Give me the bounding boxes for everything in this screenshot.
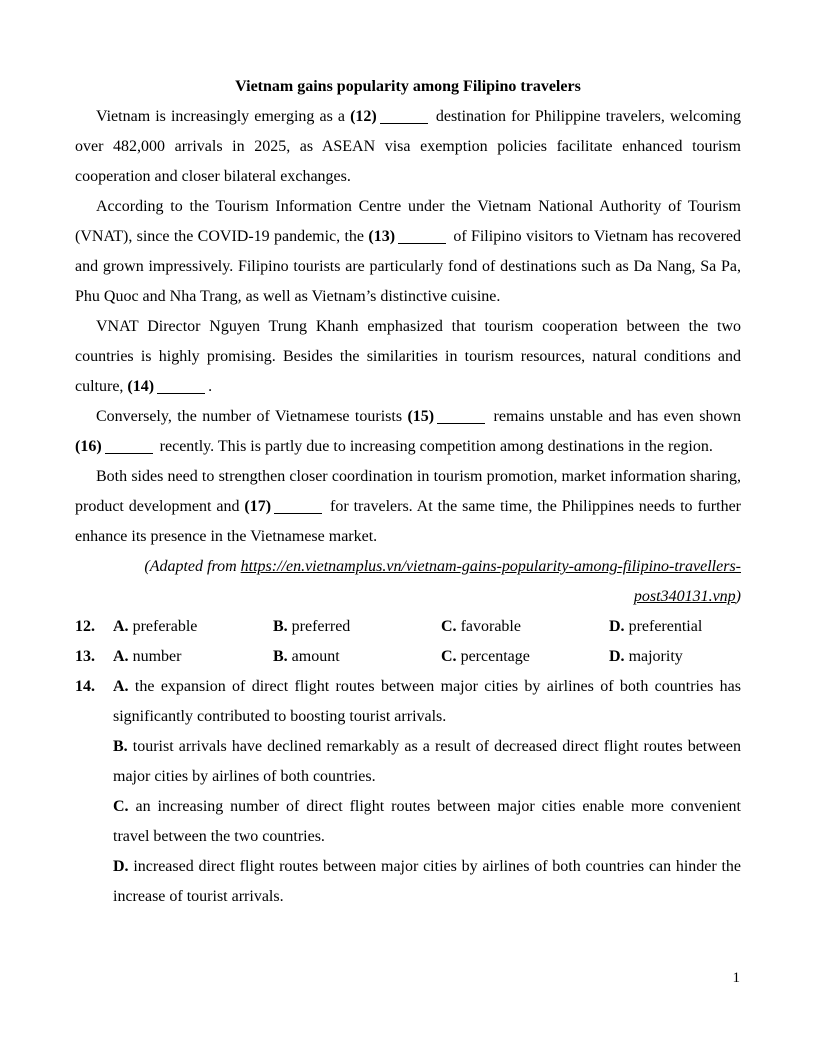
option-label: C.	[441, 648, 457, 665]
paragraph-5-text: Both sides need to strengthen closer coordination in tourism promotion, market information sharing, product development and	[75, 468, 741, 515]
option-label: D.	[609, 648, 625, 665]
option-text: an increasing number of direct flight routes between major cities enable more convenient travel between the two countries.	[113, 798, 741, 845]
question-12	[75, 612, 741, 642]
source-prefix: (Adapted from	[144, 558, 241, 575]
option-text: amount	[291, 648, 340, 665]
question-13	[75, 642, 741, 672]
question-14-option-a	[113, 672, 741, 732]
question-14-option-d	[113, 852, 741, 912]
answer-blank-13	[398, 230, 446, 244]
paragraph-3-text: .	[208, 378, 213, 395]
question-14-option-b	[113, 732, 741, 792]
source-line-2	[75, 582, 741, 612]
question-12-number: 12.	[75, 618, 95, 635]
source-line-1	[75, 552, 741, 582]
gap-number-12: (12)	[350, 108, 377, 125]
option-label: C.	[441, 618, 457, 635]
source-attribution	[75, 552, 741, 612]
source-suffix: )	[735, 588, 741, 605]
question-12-option-b	[273, 612, 441, 642]
option-label: B.	[113, 738, 128, 755]
gap-number-13: (13)	[368, 228, 396, 245]
paragraph-2	[75, 192, 741, 312]
question-12-option-d	[609, 612, 741, 642]
paragraph-2-text: According to the Tourism Information Centre under the Vietnam National Authority of Tourism (VNAT), since the COVID-19 pandemic, the	[75, 198, 741, 245]
option-label: A.	[113, 678, 129, 695]
paragraph-4	[75, 402, 741, 462]
question-13-option-d	[609, 642, 741, 672]
question-13-option-c	[441, 642, 609, 672]
option-text: tourist arrivals have declined remarkably as a result of decreased direct flight routes between major cities by airlines of both countries.	[113, 738, 742, 785]
paragraph-5-text: for travelers. At the same time, the Philippines needs to further enhance its presence in the Vietnamese market.	[75, 498, 742, 545]
option-text: number	[132, 648, 182, 665]
question-13-number: 13.	[75, 648, 95, 665]
article-title: Vietnam gains popularity among Filipino travelers	[235, 78, 581, 95]
paragraph-2-text: of Filipino visitors to Vietnam has recovered and grown impressively. Filipino tourists are particularly fond of destinations such as Da Nang, Sa Pa, Phu Quoc and Nha Trang, as well as Vietnam’s distinctive cuisine.	[75, 228, 741, 305]
gap-number-17: (17)	[244, 498, 272, 515]
question-14	[75, 672, 741, 912]
gap-number-16: (16)	[75, 438, 102, 455]
paragraph-3-text: VNAT Director Nguyen Trung Khanh emphasized that tourism cooperation between the two countries is highly promising. Besides the similarities in tourism resources, natural conditions and culture,	[75, 318, 741, 395]
option-label: D.	[113, 858, 129, 875]
gap-number-14: (14)	[127, 378, 155, 395]
option-text: preferable	[132, 618, 198, 635]
option-text: the expansion of direct flight routes between major cities by airlines of both countries has significantly contributed to boosting tourist arrivals.	[113, 678, 742, 725]
question-14-options	[113, 672, 741, 912]
option-label: A.	[113, 648, 129, 665]
option-label: B.	[273, 648, 288, 665]
option-text: majority	[628, 648, 683, 665]
answer-blank-14	[157, 380, 205, 394]
option-label: B.	[273, 618, 288, 635]
source-link-part-2[interactable]: post340131.vnp	[633, 588, 736, 605]
paragraph-1	[75, 102, 741, 192]
source-link-part-1[interactable]: https://en.vietnamplus.vn/vietnam-gains-popularity-among-filipino-travellers-	[240, 558, 741, 575]
question-13-option-a	[113, 642, 273, 672]
question-14-option-c	[113, 792, 741, 852]
paragraph-4-text: Conversely, the number of Vietnamese tourists	[96, 408, 408, 425]
paragraph-4-text: remains unstable and has even shown	[488, 408, 741, 425]
option-label: D.	[609, 618, 625, 635]
gap-number-15: (15)	[407, 408, 435, 425]
option-text: favorable	[460, 618, 521, 635]
question-14-number: 14.	[75, 678, 95, 695]
paragraph-4-text: recently. This is partly due to increasing competition among destinations in the region.	[155, 438, 713, 455]
option-text: preferential	[628, 618, 703, 635]
answer-blank-16	[105, 440, 153, 454]
option-text: percentage	[460, 648, 530, 665]
question-13-option-b	[273, 642, 441, 672]
answer-blank-15	[437, 410, 485, 424]
paragraph-1-text: Vietnam is increasingly emerging as a	[96, 108, 351, 125]
question-12-option-a	[113, 612, 273, 642]
paragraph-1-text: destination for Philippine travelers, welcoming over 482,000 arrivals in 2025, as ASEAN visa exemption policies facilitate enhanced tourism cooperation and closer bilateral exchanges.	[75, 108, 742, 185]
page-number: 1	[732, 970, 740, 986]
option-text: increased direct flight routes between major cities by airlines of both countries can hinder the increase of tourist arrivals.	[113, 858, 742, 905]
option-label: C.	[113, 798, 129, 815]
option-text: preferred	[291, 618, 351, 635]
answer-blank-12	[380, 110, 428, 124]
option-label: A.	[113, 618, 129, 635]
paragraph-5	[75, 462, 741, 552]
question-12-option-c	[441, 612, 609, 642]
paragraph-3	[75, 312, 741, 402]
answer-blank-17	[274, 500, 322, 514]
